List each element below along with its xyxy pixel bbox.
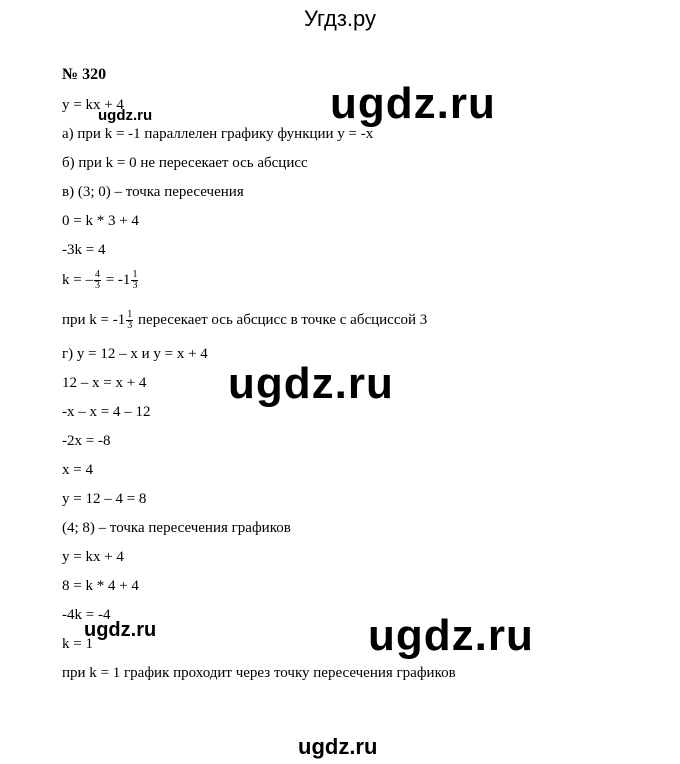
k-answer-line [62, 308, 427, 332]
text-line: (4; 8) – точка пересечения графиков [62, 520, 291, 536]
site-title: Угдз.ру [303, 6, 377, 31]
text-line: 0 = k * 3 + 4 [62, 213, 139, 229]
text-line: в) (3; 0) – точка пересечения [62, 184, 244, 200]
fraction [94, 270, 101, 291]
k-prefix: k = – [62, 272, 93, 288]
text-line: б) при k = 0 не пересекает ось абсцисс [62, 155, 308, 171]
watermark: ugdz.ru [98, 107, 153, 124]
text-line: -4k = -4 [62, 607, 111, 623]
text-line: -3k = 4 [62, 242, 106, 258]
text-line: x = 4 [62, 462, 93, 478]
watermark: ugdz.ru [228, 359, 394, 408]
problem-number: № 320 [62, 66, 107, 83]
fraction-numerator: 1 [132, 269, 138, 281]
k-mid: = -1 [101, 272, 131, 288]
text-line: 12 – x = x + 4 [62, 375, 147, 391]
k-equation-line [62, 268, 139, 292]
watermark: ugdz.ru [368, 611, 534, 660]
fraction-denominator: 3 [127, 320, 133, 332]
fraction-denominator: 3 [132, 280, 138, 292]
k-answer-suffix: пересекает ось абсцисс в точке с абсциссой 3 [134, 312, 428, 328]
text-line: г) y = 12 – x и y = x + 4 [62, 346, 208, 362]
text-line: k = 1 [62, 636, 93, 652]
fraction-numerator: 1 [127, 309, 133, 321]
text-line: y = 12 – 4 = 8 [62, 491, 147, 507]
text-line: -2x = -8 [62, 433, 111, 449]
watermark: ugdz.ru [84, 619, 157, 641]
fraction [131, 270, 138, 291]
text-line: 8 = k * 4 + 4 [62, 578, 139, 594]
text-line: y = kx + 4 [62, 549, 124, 565]
watermark: ugdz.ru [330, 79, 496, 128]
text-line: а) при k = -1 параллелен графику функции y = -x [62, 126, 374, 142]
text-line: при k = 1 график проходит через точку пересечения графиков [62, 665, 456, 681]
text-line: -x – x = 4 – 12 [62, 404, 151, 420]
fraction-denominator: 3 [94, 280, 100, 292]
fraction [126, 310, 133, 331]
k-answer-prefix: при k = -1 [62, 312, 126, 328]
fraction-numerator: 4 [94, 269, 100, 281]
text-line: y = kx + 4 [62, 97, 124, 113]
watermark: ugdz.ru [298, 734, 378, 759]
